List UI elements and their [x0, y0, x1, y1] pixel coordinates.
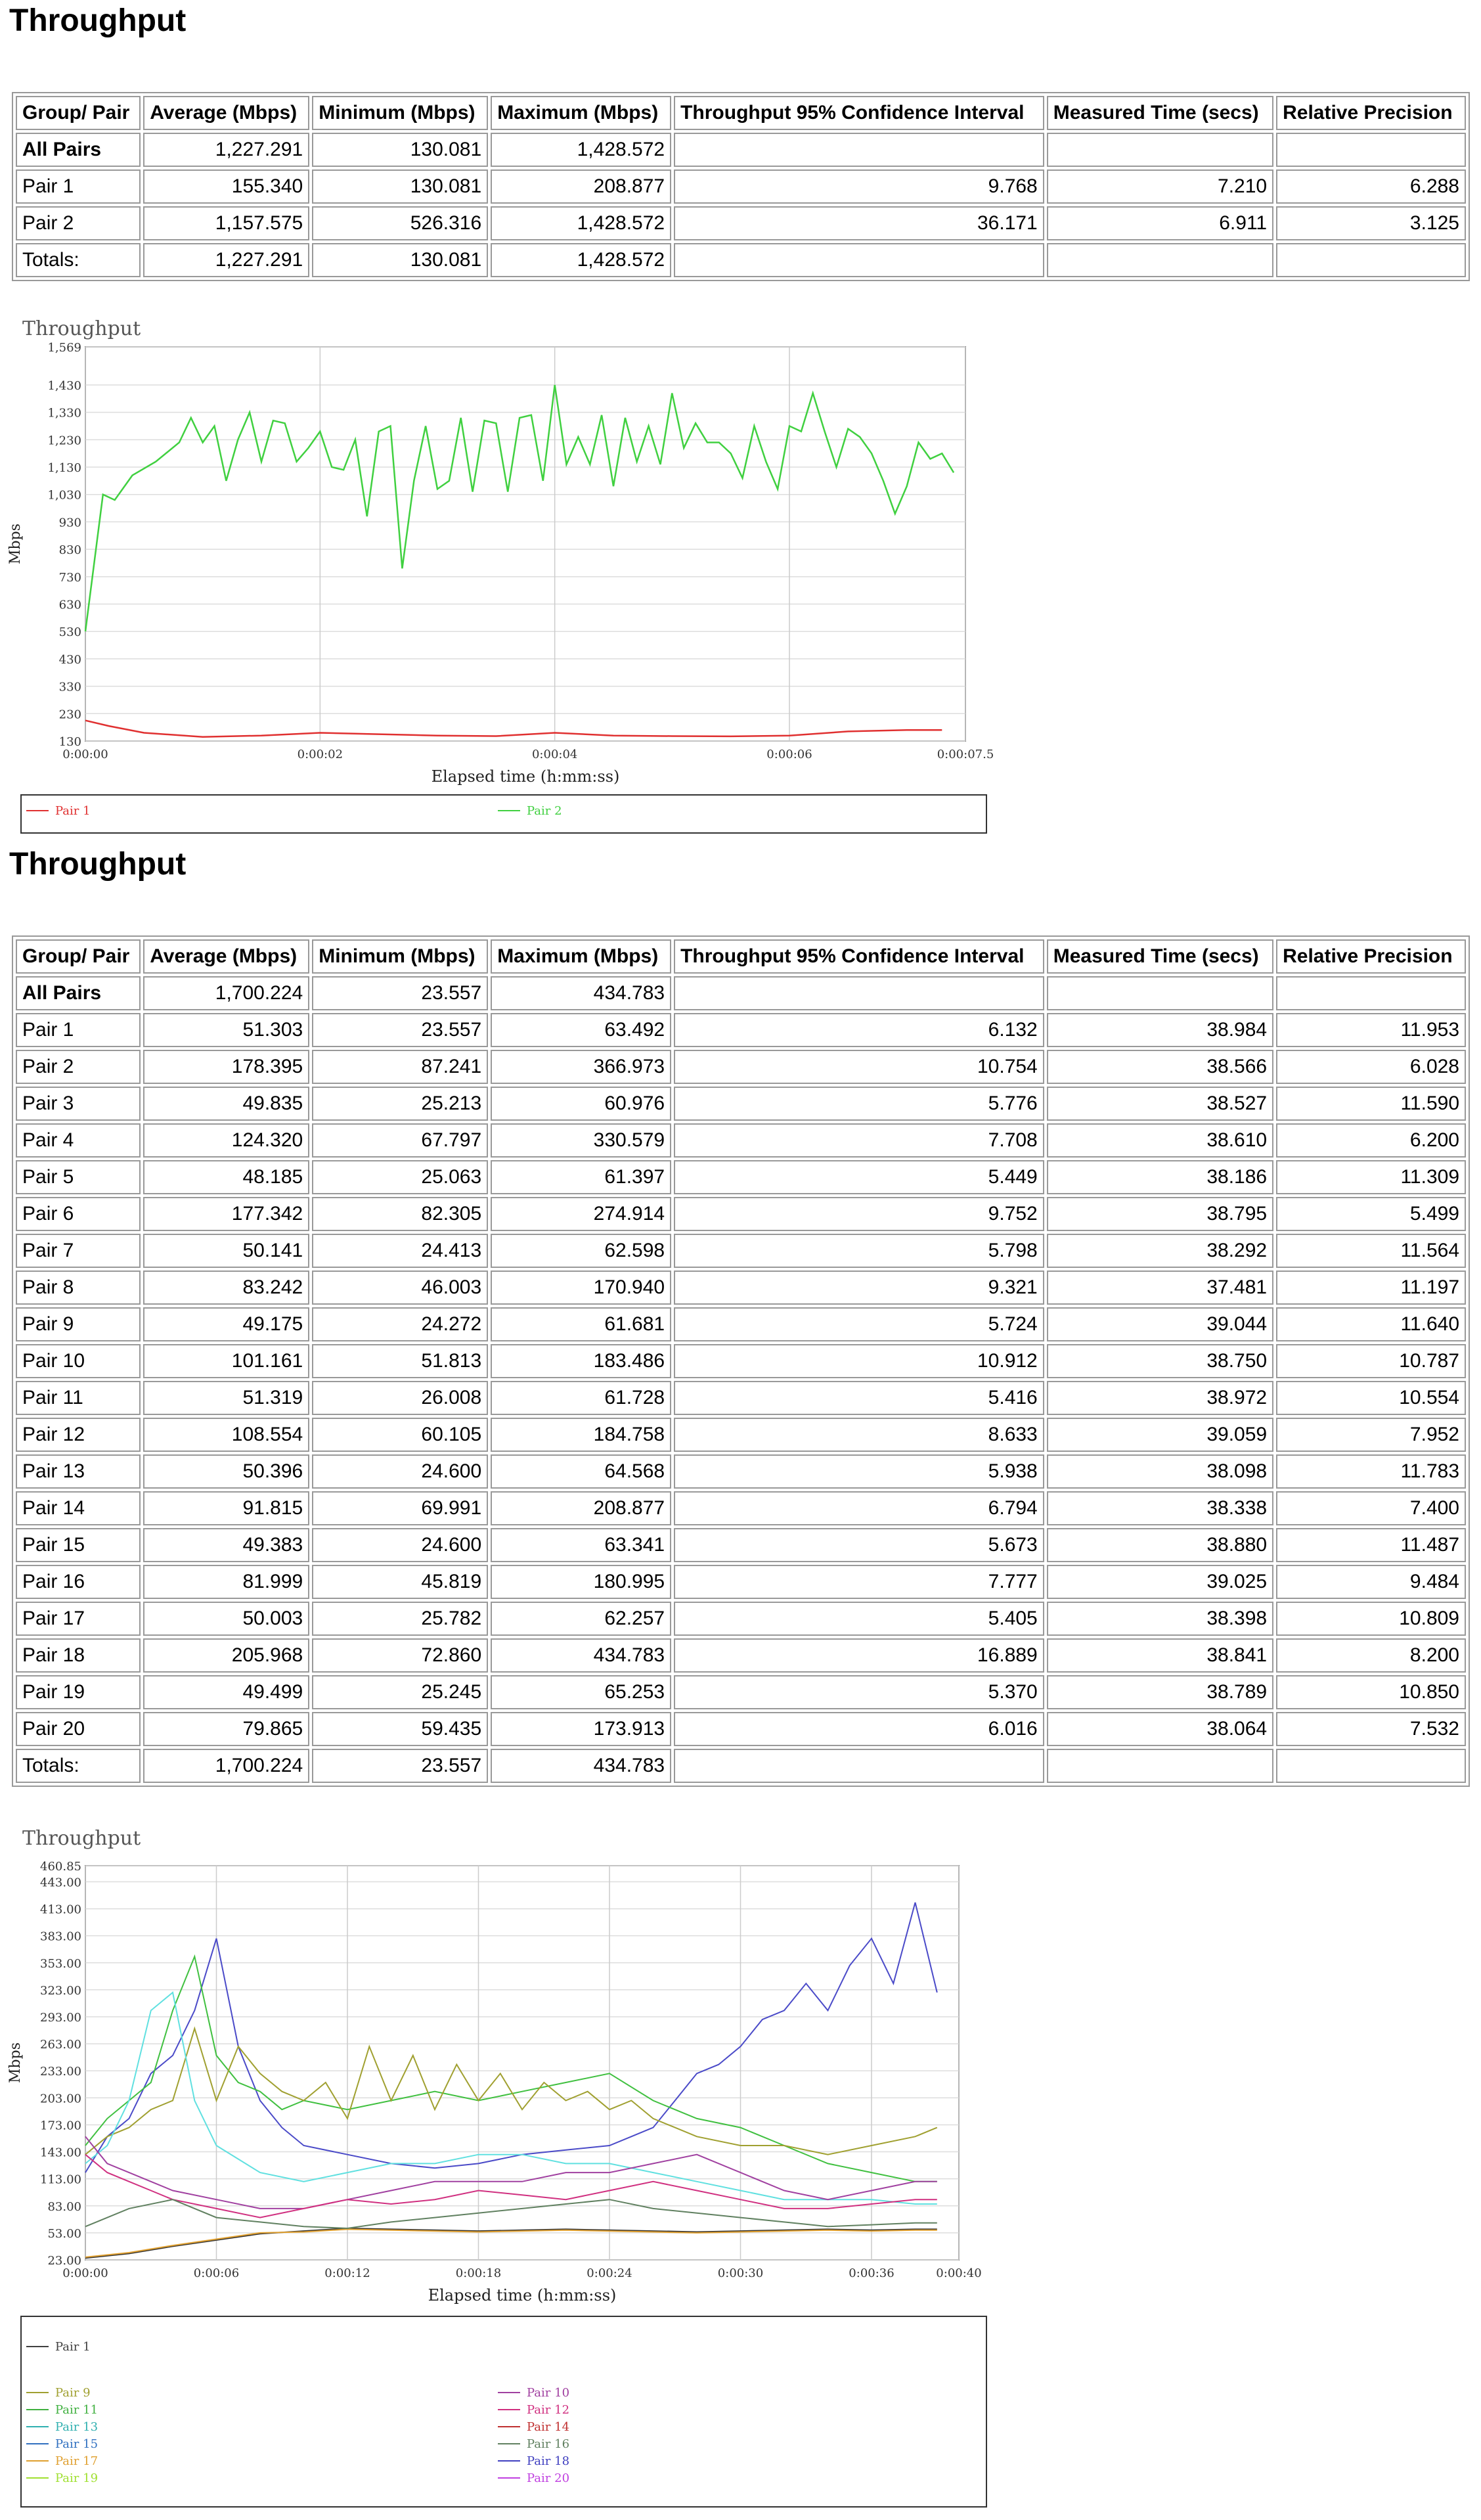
table-cell: 25.782 [312, 1602, 488, 1636]
table-cell: 25.063 [312, 1160, 488, 1194]
table-cell: 434.783 [491, 976, 671, 1010]
table-cell: 8.200 [1276, 1638, 1466, 1673]
table-cell: 170.940 [491, 1271, 671, 1305]
table-row [16, 133, 1466, 167]
table-row [16, 1344, 1466, 1378]
y-tick-label: 530 [58, 625, 81, 640]
table-row [16, 1638, 1466, 1673]
table-cell: 101.161 [143, 1344, 309, 1378]
table-cell: 177.342 [143, 1197, 309, 1231]
y-tick-label: 413.00 [40, 1902, 81, 1917]
table-header-row [16, 96, 1466, 130]
column-header: Average (Mbps) [143, 939, 309, 974]
table-cell: 5.938 [674, 1454, 1044, 1489]
table-cell: 130.081 [312, 169, 488, 204]
table-cell: 72.860 [312, 1638, 488, 1673]
legend-label: Pair 15 [55, 2437, 99, 2451]
row-label: Pair 13 [16, 1454, 141, 1489]
table-row [16, 1749, 1466, 1783]
column-header: Group/ Pair [16, 96, 141, 130]
table-row [16, 1234, 1466, 1268]
table-cell: 11.590 [1276, 1087, 1466, 1121]
table-cell [1047, 1749, 1273, 1783]
table-cell: 24.413 [312, 1234, 488, 1268]
table-cell: 208.877 [491, 169, 671, 204]
table-cell: 23.557 [312, 1749, 488, 1783]
row-label: Pair 17 [16, 1602, 141, 1636]
table-cell: 434.783 [491, 1749, 671, 1783]
legend-label: Pair 13 [55, 2420, 99, 2434]
legend-label: Pair 9 [55, 2386, 91, 2400]
table-cell: 10.850 [1276, 1675, 1466, 1709]
table-cell: 180.995 [491, 1565, 671, 1599]
column-header: Throughput 95% Confidence Interval [674, 96, 1044, 130]
chart-title: Throughput [22, 317, 141, 340]
table-cell [1047, 133, 1273, 167]
row-label: Pair 11 [16, 1381, 141, 1415]
table-cell: 7.777 [674, 1565, 1044, 1599]
table-cell: 184.758 [491, 1418, 671, 1452]
x-tick-label: 0:00:07.5 [937, 748, 994, 761]
table-cell: 330.579 [491, 1123, 671, 1158]
table-cell: 67.797 [312, 1123, 488, 1158]
table-cell: 61.397 [491, 1160, 671, 1194]
row-label: Totals: [16, 243, 141, 277]
table-cell: 526.316 [312, 206, 488, 240]
x-tick-label: 0:00:02 [297, 748, 343, 761]
row-label: Pair 20 [16, 1712, 141, 1746]
table-cell: 87.241 [312, 1050, 488, 1084]
table-cell: 1,227.291 [143, 243, 309, 277]
table-cell: 38.398 [1047, 1602, 1273, 1636]
y-tick-label: 173.00 [40, 2119, 81, 2133]
column-header: Measured Time (secs) [1047, 939, 1273, 974]
table-cell: 9.768 [674, 169, 1044, 204]
throughput-chart-1 [7, 309, 994, 834]
table-cell: 23.557 [312, 1013, 488, 1047]
table-cell: 6.911 [1047, 206, 1273, 240]
table-cell: 39.059 [1047, 1418, 1273, 1452]
table-row [16, 976, 1466, 1010]
table-cell: 5.405 [674, 1602, 1044, 1636]
y-tick-label: 233.00 [40, 2065, 81, 2079]
table-row [16, 1013, 1466, 1047]
table-cell: 91.815 [143, 1491, 309, 1525]
table-cell: 25.245 [312, 1675, 488, 1709]
y-tick-label: 230 [58, 708, 81, 722]
table-cell: 10.787 [1276, 1344, 1466, 1378]
table-cell: 49.499 [143, 1675, 309, 1709]
table-cell: 50.141 [143, 1234, 309, 1268]
y-tick-label: 460.85 [40, 1860, 81, 1874]
table-cell: 24.600 [312, 1454, 488, 1489]
section-title-1: Throughput [9, 3, 187, 38]
legend-label: Pair 1 [55, 2340, 91, 2354]
table-cell: 38.186 [1047, 1160, 1273, 1194]
table-cell: 60.105 [312, 1418, 488, 1452]
table-cell: 38.795 [1047, 1197, 1273, 1231]
table-cell: 38.098 [1047, 1454, 1273, 1489]
legend-label: Pair 16 [527, 2437, 570, 2451]
table-cell: 36.171 [674, 206, 1044, 240]
table-cell: 26.008 [312, 1381, 488, 1415]
table-cell: 38.064 [1047, 1712, 1273, 1746]
table-cell: 16.889 [674, 1638, 1044, 1673]
table-row [16, 1087, 1466, 1121]
table-cell: 208.877 [491, 1491, 671, 1525]
column-header: Minimum (Mbps) [312, 939, 488, 974]
y-tick-label: 630 [58, 598, 81, 612]
row-label: Pair 14 [16, 1491, 141, 1525]
table-cell [674, 133, 1044, 167]
column-header: Measured Time (secs) [1047, 96, 1273, 130]
table-cell [674, 243, 1044, 277]
table-cell: 11.309 [1276, 1160, 1466, 1194]
table-cell: 5.449 [674, 1160, 1044, 1194]
table-cell: 38.610 [1047, 1123, 1273, 1158]
table-cell: 5.724 [674, 1307, 1044, 1341]
table-cell: 1,428.572 [491, 133, 671, 167]
table-cell: 178.395 [143, 1050, 309, 1084]
y-tick-label: 353.00 [40, 1956, 81, 1971]
table-cell: 1,700.224 [143, 1749, 309, 1783]
y-tick-label: 1,330 [47, 406, 81, 420]
table-cell: 50.003 [143, 1602, 309, 1636]
table-cell: 82.305 [312, 1197, 488, 1231]
y-tick-label: 1,569 [47, 341, 81, 355]
table-cell: 46.003 [312, 1271, 488, 1305]
column-header: Maximum (Mbps) [491, 96, 671, 130]
table-cell: 6.794 [674, 1491, 1044, 1525]
y-tick-label: 23.00 [47, 2254, 81, 2268]
table-row [16, 1675, 1466, 1709]
table-row [16, 1565, 1466, 1599]
table-cell: 6.288 [1276, 169, 1466, 204]
table-cell: 39.044 [1047, 1307, 1273, 1341]
table-cell: 64.568 [491, 1454, 671, 1489]
table-cell: 1,227.291 [143, 133, 309, 167]
table-row [16, 1491, 1466, 1525]
table-row [16, 1418, 1466, 1452]
table-cell: 38.566 [1047, 1050, 1273, 1084]
row-label: Pair 19 [16, 1675, 141, 1709]
table-cell: 60.976 [491, 1087, 671, 1121]
table-cell: 59.435 [312, 1712, 488, 1746]
column-header: Throughput 95% Confidence Interval [674, 939, 1044, 974]
table-cell: 38.972 [1047, 1381, 1273, 1415]
x-tick-label: 0:00:36 [849, 2266, 895, 2280]
chart-title: Throughput [22, 1827, 141, 1850]
legend-label: Pair 1 [55, 804, 91, 818]
table-cell: 11.564 [1276, 1234, 1466, 1268]
legend-label: Pair 20 [527, 2471, 570, 2485]
table-cell: 10.554 [1276, 1381, 1466, 1415]
table-cell: 38.880 [1047, 1528, 1273, 1562]
table-cell: 205.968 [143, 1638, 309, 1673]
row-label: All Pairs [16, 133, 141, 167]
table-row [16, 1123, 1466, 1158]
table-cell: 5.416 [674, 1381, 1044, 1415]
y-tick-label: 830 [58, 543, 81, 558]
table-cell: 69.991 [312, 1491, 488, 1525]
table-cell: 130.081 [312, 133, 488, 167]
table-cell: 10.912 [674, 1344, 1044, 1378]
row-label: Pair 1 [16, 1013, 141, 1047]
x-tick-label: 0:00:04 [531, 748, 578, 761]
row-label: Pair 5 [16, 1160, 141, 1194]
x-tick-label: 0:00:00 [62, 748, 108, 761]
table-cell: 6.028 [1276, 1050, 1466, 1084]
table-cell: 51.303 [143, 1013, 309, 1047]
y-tick-label: 430 [58, 652, 81, 667]
table-cell: 6.132 [674, 1013, 1044, 1047]
table-cell: 49.383 [143, 1528, 309, 1562]
table-cell: 9.484 [1276, 1565, 1466, 1599]
x-tick-label: 0:00:24 [586, 2266, 632, 2280]
table-cell: 39.025 [1047, 1565, 1273, 1599]
table-row [16, 1381, 1466, 1415]
table-row [16, 1050, 1466, 1084]
table-cell: 62.598 [491, 1234, 671, 1268]
y-tick-label: 323.00 [40, 1983, 81, 1998]
plot-area [85, 347, 965, 741]
section-title-2: Throughput [9, 847, 187, 882]
table-cell: 61.681 [491, 1307, 671, 1341]
throughput-chart-2 [7, 1818, 990, 2515]
table-cell: 50.396 [143, 1454, 309, 1489]
table-cell: 38.292 [1047, 1234, 1273, 1268]
x-tick-label: 0:00:06 [766, 748, 812, 761]
column-header: Minimum (Mbps) [312, 96, 488, 130]
table-cell [1276, 133, 1466, 167]
table-cell: 38.750 [1047, 1344, 1273, 1378]
row-label: Pair 15 [16, 1528, 141, 1562]
table-cell: 8.633 [674, 1418, 1044, 1452]
table-row [16, 169, 1466, 204]
column-header: Relative Precision [1276, 96, 1466, 130]
table-cell: 24.600 [312, 1528, 488, 1562]
row-label: Totals: [16, 1749, 141, 1783]
table-cell: 130.081 [312, 243, 488, 277]
column-header: Relative Precision [1276, 939, 1466, 974]
y-axis-label: Mbps [7, 2042, 24, 2083]
table-cell: 61.728 [491, 1381, 671, 1415]
table-cell: 1,700.224 [143, 976, 309, 1010]
row-label: Pair 6 [16, 1197, 141, 1231]
legend-label: Pair 11 [55, 2403, 99, 2417]
table-cell: 24.272 [312, 1307, 488, 1341]
table-cell: 5.370 [674, 1675, 1044, 1709]
table-cell: 434.783 [491, 1638, 671, 1673]
row-label: Pair 7 [16, 1234, 141, 1268]
x-tick-label: 0:00:30 [717, 2266, 764, 2280]
legend-label: Pair 17 [55, 2454, 99, 2468]
table-cell: 81.999 [143, 1565, 309, 1599]
table-cell: 366.973 [491, 1050, 671, 1084]
table-cell: 6.016 [674, 1712, 1044, 1746]
table-cell: 108.554 [143, 1418, 309, 1452]
legend-label: Pair 18 [527, 2454, 570, 2468]
table-cell: 38.984 [1047, 1013, 1273, 1047]
legend-label: Pair 2 [527, 804, 562, 818]
table-cell: 6.200 [1276, 1123, 1466, 1158]
column-header: Maximum (Mbps) [491, 939, 671, 974]
y-tick-label: 1,030 [47, 488, 81, 503]
y-axis-label: Mbps [7, 524, 24, 564]
table-cell: 183.486 [491, 1344, 671, 1378]
table-row [16, 206, 1466, 240]
legend-label: Pair 12 [527, 2403, 570, 2417]
y-tick-label: 203.00 [40, 2092, 81, 2106]
table-cell: 62.257 [491, 1602, 671, 1636]
table-row [16, 1602, 1466, 1636]
y-tick-label: 1,430 [47, 378, 81, 393]
table-cell: 11.487 [1276, 1528, 1466, 1562]
table-cell: 7.952 [1276, 1418, 1466, 1452]
table-row [16, 1712, 1466, 1746]
table-cell: 11.783 [1276, 1454, 1466, 1489]
legend-box [21, 795, 986, 833]
row-label: Pair 10 [16, 1344, 141, 1378]
table-cell: 3.125 [1276, 206, 1466, 240]
table-cell: 5.673 [674, 1528, 1044, 1562]
table-cell: 51.813 [312, 1344, 488, 1378]
y-tick-label: 113.00 [40, 2172, 81, 2187]
y-tick-label: 930 [58, 516, 81, 530]
legend-label: Pair 19 [55, 2471, 99, 2485]
table-cell: 37.481 [1047, 1271, 1273, 1305]
table-cell: 38.338 [1047, 1491, 1273, 1525]
table-row [16, 1307, 1466, 1341]
table-cell [674, 1749, 1044, 1783]
table-cell: 45.819 [312, 1565, 488, 1599]
table-header-row [16, 939, 1466, 974]
table-cell: 124.320 [143, 1123, 309, 1158]
table-cell: 7.532 [1276, 1712, 1466, 1746]
x-tick-label: 0:00:12 [324, 2266, 370, 2280]
table-cell: 49.835 [143, 1087, 309, 1121]
x-axis-label: Elapsed time (h:mm:ss) [431, 767, 620, 786]
row-label: Pair 4 [16, 1123, 141, 1158]
table-cell [1047, 976, 1273, 1010]
table-cell: 11.197 [1276, 1271, 1466, 1305]
table-cell: 274.914 [491, 1197, 671, 1231]
table-cell: 7.708 [674, 1123, 1044, 1158]
x-tick-label: 0:00:00 [62, 2266, 108, 2280]
row-label: Pair 12 [16, 1418, 141, 1452]
table-cell: 38.841 [1047, 1638, 1273, 1673]
table-cell [1047, 243, 1273, 277]
y-tick-label: 263.00 [40, 2038, 81, 2052]
row-label: All Pairs [16, 976, 141, 1010]
table-cell: 38.789 [1047, 1675, 1273, 1709]
row-label: Pair 18 [16, 1638, 141, 1673]
table-row [16, 243, 1466, 277]
y-tick-label: 330 [58, 680, 81, 694]
table-cell: 11.953 [1276, 1013, 1466, 1047]
table-cell: 173.913 [491, 1712, 671, 1746]
table-cell: 10.754 [674, 1050, 1044, 1084]
y-tick-label: 1,230 [47, 434, 81, 448]
y-tick-label: 143.00 [40, 2146, 81, 2160]
table-cell: 5.798 [674, 1234, 1044, 1268]
table-cell: 23.557 [312, 976, 488, 1010]
table-cell: 9.752 [674, 1197, 1044, 1231]
table-cell: 25.213 [312, 1087, 488, 1121]
column-header: Average (Mbps) [143, 96, 309, 130]
row-label: Pair 9 [16, 1307, 141, 1341]
table-cell: 5.776 [674, 1087, 1044, 1121]
table-cell: 38.527 [1047, 1087, 1273, 1121]
column-header: Group/ Pair [16, 939, 141, 974]
table-cell: 83.242 [143, 1271, 309, 1305]
y-tick-label: 730 [58, 570, 81, 585]
x-tick-label: 0:00:06 [193, 2266, 240, 2280]
table-cell: 11.640 [1276, 1307, 1466, 1341]
table-cell: 63.341 [491, 1528, 671, 1562]
y-tick-label: 293.00 [40, 2011, 81, 2025]
throughput-table-1 [12, 92, 1470, 281]
legend-label: Pair 14 [527, 2420, 570, 2434]
y-tick-label: 443.00 [40, 1876, 81, 1890]
y-tick-label: 53.00 [47, 2226, 81, 2241]
table-cell: 5.499 [1276, 1197, 1466, 1231]
row-label: Pair 3 [16, 1087, 141, 1121]
row-label: Pair 1 [16, 169, 141, 204]
y-tick-label: 130 [58, 735, 81, 749]
table-cell: 7.210 [1047, 169, 1273, 204]
table-cell: 49.175 [143, 1307, 309, 1341]
table-cell: 1,157.575 [143, 206, 309, 240]
table-cell [674, 976, 1044, 1010]
table-row [16, 1454, 1466, 1489]
row-label: Pair 8 [16, 1271, 141, 1305]
x-tick-label: 0:00:40 [936, 2266, 982, 2280]
table-cell: 1,428.572 [491, 243, 671, 277]
table-cell [1276, 976, 1466, 1010]
table-cell: 65.253 [491, 1675, 671, 1709]
table-cell: 10.809 [1276, 1602, 1466, 1636]
table-row [16, 1160, 1466, 1194]
x-tick-label: 0:00:18 [455, 2266, 502, 2280]
table-row [16, 1197, 1466, 1231]
table-cell: 1,428.572 [491, 206, 671, 240]
table-cell [1276, 1749, 1466, 1783]
table-cell: 7.400 [1276, 1491, 1466, 1525]
table-cell: 63.492 [491, 1013, 671, 1047]
y-tick-label: 1,130 [47, 461, 81, 476]
table-cell: 51.319 [143, 1381, 309, 1415]
table-row [16, 1528, 1466, 1562]
legend-label: Pair 10 [527, 2386, 570, 2400]
table-cell: 155.340 [143, 169, 309, 204]
table-cell: 9.321 [674, 1271, 1044, 1305]
table-cell [1276, 243, 1466, 277]
x-axis-label: Elapsed time (h:mm:ss) [428, 2286, 617, 2305]
row-label: Pair 2 [16, 1050, 141, 1084]
y-tick-label: 83.00 [47, 2199, 81, 2214]
table-cell: 79.865 [143, 1712, 309, 1746]
y-tick-label: 383.00 [40, 1929, 81, 1944]
table-cell: 48.185 [143, 1160, 309, 1194]
throughput-table-2 [12, 935, 1470, 1787]
row-label: Pair 16 [16, 1565, 141, 1599]
table-row [16, 1271, 1466, 1305]
row-label: Pair 2 [16, 206, 141, 240]
